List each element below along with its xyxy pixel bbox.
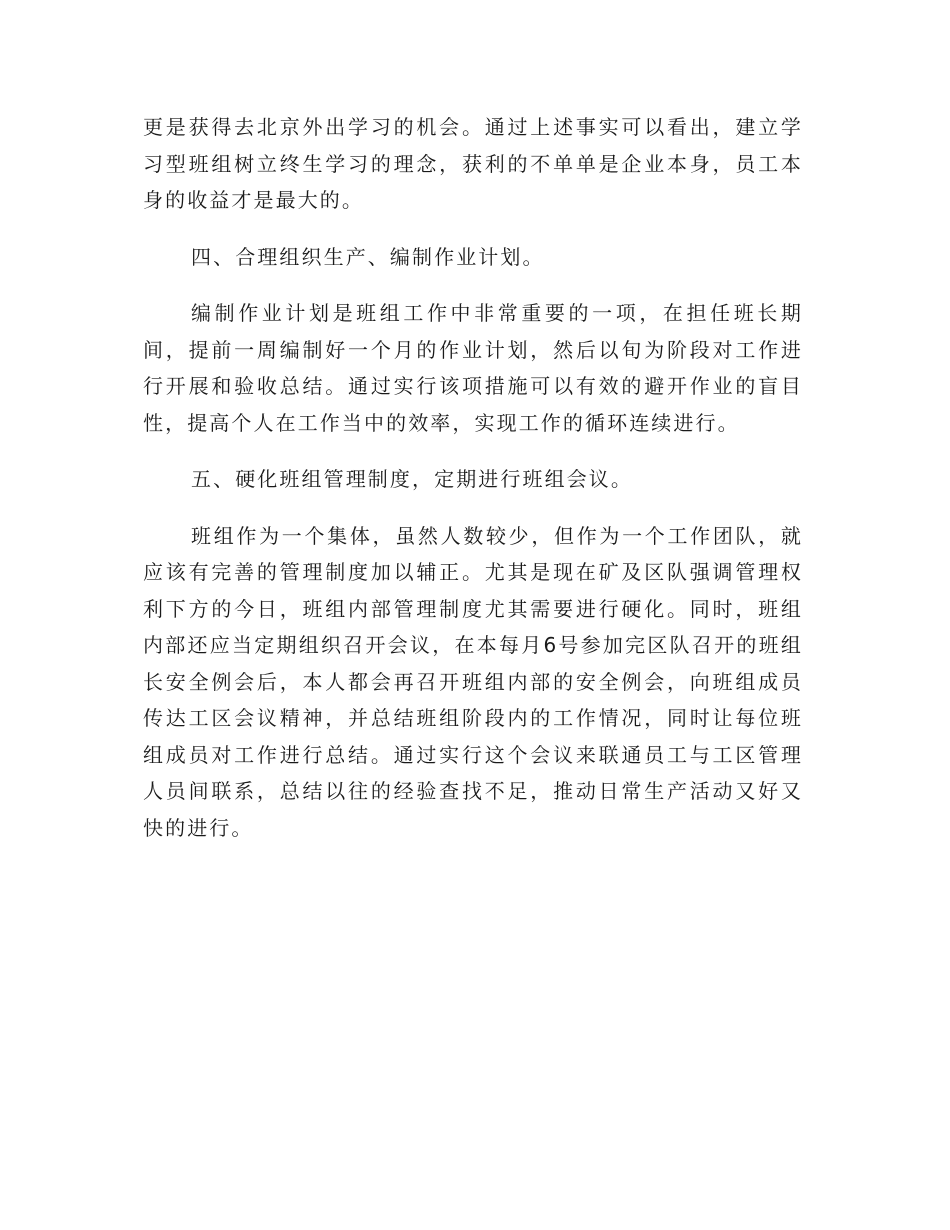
section-heading-five: 五、硬化班组管理制度，定期进行班组会议。 [191,467,633,491]
paragraph-management-system: 班组作为一个集体，虽然人数较少，但作为一个工作团队，就应该有完善的管理制度加以辅正。尤其是现在矿及区队强调管理权利下方的今日，班组内部管理制度尤其需要进行硬化。同时，班组内部还应当定期组织召开会议，在本每月6号参加完区队召开的班组长安全例会后，本人都会再召开班组内部的安全例会，向班组成员传达工区会议精神，并总结班组阶段内的工作情况，同时让每位班组成员对工作进行总结。通过实行这个会议来联通员工与工区管理人员间联系，总结以往的经验查找不足，推动日常生产活动又好又快的进行。 [143,523,803,840]
paragraph-continuation: 更是获得去北京外出学习的机会。通过上述事实可以看出，建立学习型班组树立终生学习的理念，获利的不单单是企业本身，员工本身的收益才是最大的。 [143,115,803,212]
paragraph-work-plan: 编制作业计划是班组工作中非常重要的一项，在担任班长期间，提前一周编制好一个月的作业计划，然后以旬为阶段对工作进行开展和验收总结。通过实行该项措施可以有效的避开作业的盲目性，提高个人在工作当中的效率，实现工作的循环连续进行。 [143,301,803,435]
document-body [143,109,803,846]
section-heading-four: 四、合理组织生产、编制作业计划。 [191,244,545,269]
